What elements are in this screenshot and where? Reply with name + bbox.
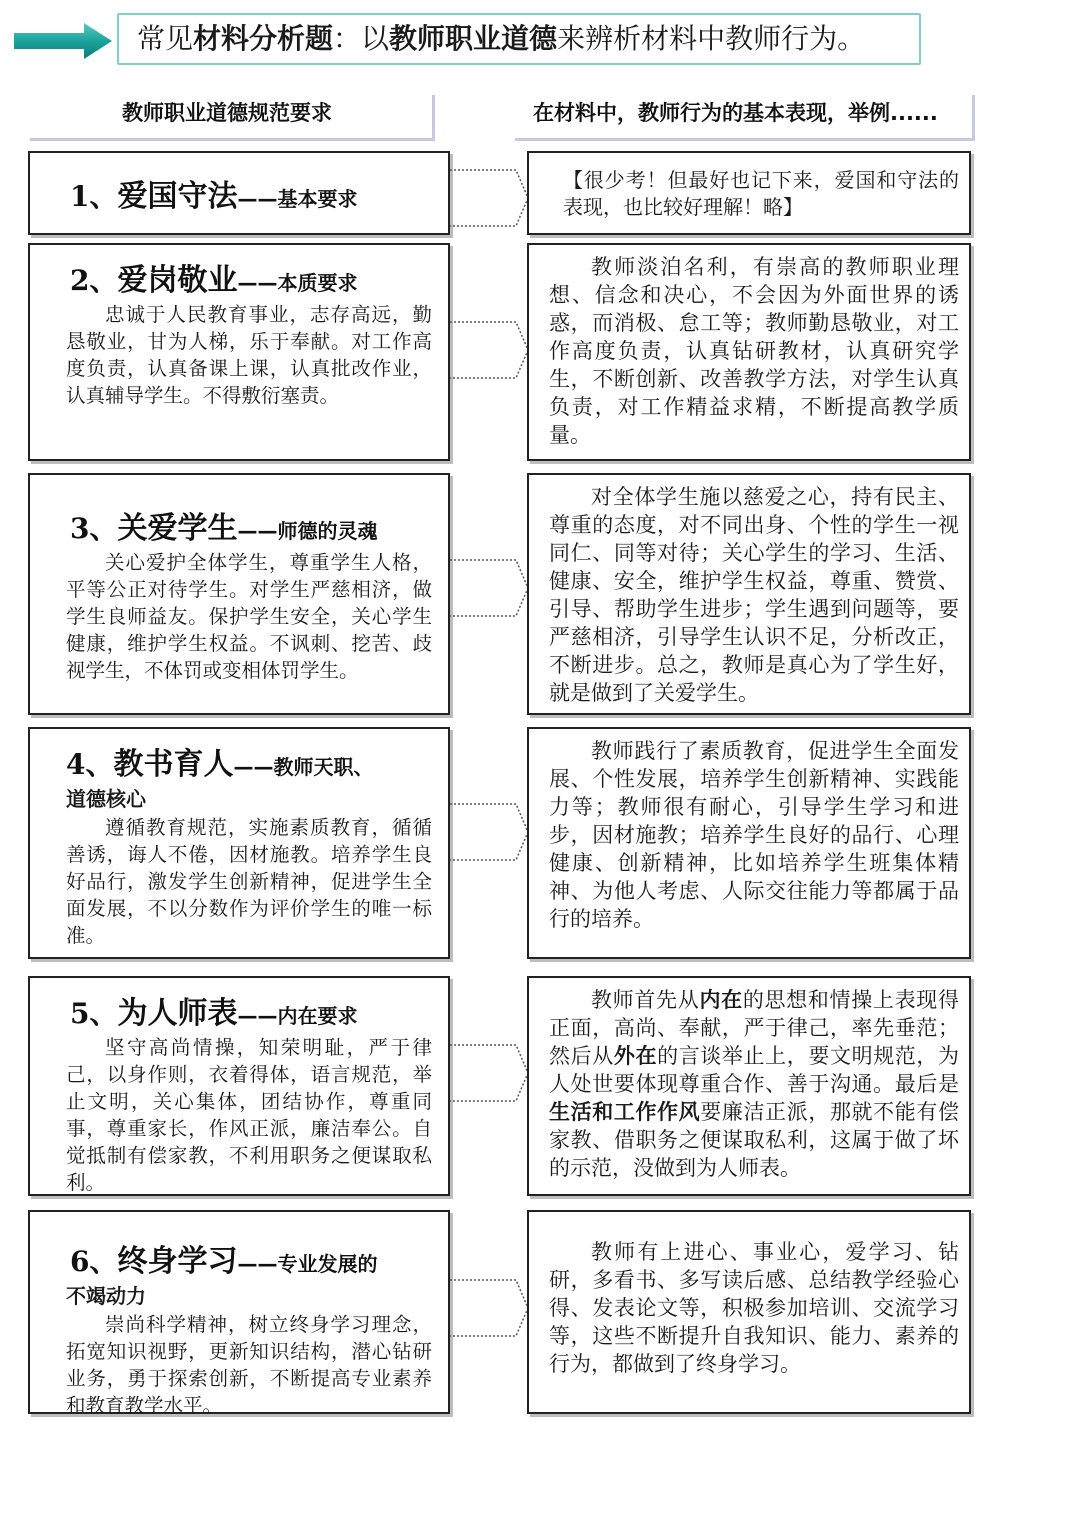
norm-heading-1 xyxy=(70,171,432,215)
norm-subtitle: 基本要求 xyxy=(277,187,358,211)
norm-name: 关爱学生 xyxy=(117,511,238,546)
example-text-6: 教师有上进心、事业心，爱学习、钻研，多看书、多写读后感、总结教学经验心得、发表论文等，积极参加培训、交流学习等，这些不断提升自我知识、能力、素养的行为，都做到了终身学习。 xyxy=(549,1240,959,1376)
norm-number: 1、 xyxy=(70,180,118,213)
norm-name: 教书育人 xyxy=(113,747,234,782)
title-part-4: 教师职业道德 xyxy=(389,22,558,55)
example-box-6 xyxy=(527,1210,971,1414)
arrow-icon xyxy=(14,21,114,61)
norm-heading-4 xyxy=(66,739,432,783)
norm-subtitle: 专业发展的 xyxy=(277,1252,378,1276)
example-5-outer: 外在 xyxy=(613,1043,658,1068)
norm-box-6 xyxy=(28,1210,450,1417)
example-box-5 xyxy=(527,976,971,1196)
left-column-header: 教师职业道德规范要求 xyxy=(30,95,435,141)
example-text-1: 【很少考！但最好也记下来，爱国和守法的表现，也比较好理解！略】 xyxy=(563,168,959,219)
norm-description-2: 忠诚于人民教育事业，志存高远，勤恳敬业，甘为人梯，乐于奉献。对工作高度负责，认真备课上课，认真批改作业，认真辅导学生。不得敷衍塞责。 xyxy=(66,303,432,407)
title-part-2: 材料分析题 xyxy=(193,22,334,55)
norm-dash: —— xyxy=(237,187,278,211)
example-box-3 xyxy=(527,473,971,715)
example-5-part-a: 教师首先从 xyxy=(591,988,700,1012)
norm-description-4: 遵循教育规范，实施素质教育，循循善诱，诲人不倦，因材施教。培养学生良好品行，激发学生创新精神，促进学生全面发展，不以分数作为评价学生的唯一标准。 xyxy=(66,816,432,947)
connector-arrow xyxy=(450,802,530,862)
norm-box-2 xyxy=(28,243,450,461)
norm-heading-2 xyxy=(70,255,432,299)
norm-subtitle: 教师天职、 xyxy=(273,755,374,779)
title-part-5: 来辨析材料中教师行为。 xyxy=(557,22,866,55)
norm-box-4 xyxy=(28,727,450,959)
example-text-2: 教师淡泊名利，有崇高的教师职业理想、信念和决心，不会因为外面世界的诱惑，而消极、怠工等；教师勤恳敬业，对工作高度负责，认真钻研教材，认真研究学生，不断创新、改善教学方法，对学生认真负责，对工作精益求精，不断提高教学质量。 xyxy=(549,255,959,447)
connector-arrow xyxy=(450,1043,530,1103)
example-text-4: 教师践行了素质教育，促进学生全面发展、个性发展，培养学生创新精神、实践能力等；教师很有耐心，引导学生学习和进步，因材施教；培养学生良好的品行、心理健康、创新精神，比如培养学生班集体精神、为他人考虑、人际交往能力等都属于品行的培养。 xyxy=(549,739,959,931)
example-text-5 xyxy=(549,986,959,1182)
norm-dash: —— xyxy=(237,271,278,295)
title-part-3: ：以 xyxy=(333,22,390,55)
norm-name: 爱国守法 xyxy=(117,179,238,214)
norm-subtitle-continued: 不竭动力 xyxy=(66,1284,146,1308)
norm-dash: —— xyxy=(237,519,278,543)
connector-arrow xyxy=(450,558,530,618)
norm-number: 2、 xyxy=(70,264,118,297)
connector-arrow xyxy=(450,168,530,228)
norm-description-5: 坚守高尚情操，知荣明耻，严于律己，以身作则，衣着得体，语言规范，举止文明，关心集体，团结协作，尊重同事，尊重家长，作风正派，廉洁奉公。自觉抵制有偿家教，不利用职务之便谋取私利。 xyxy=(66,1036,432,1194)
example-box-1 xyxy=(527,151,971,235)
norm-subtitle: 师德的灵魂 xyxy=(277,519,378,543)
norm-number: 6、 xyxy=(70,1245,118,1278)
norm-heading-3 xyxy=(70,503,432,547)
norm-subtitle-continued: 道德核心 xyxy=(66,787,146,811)
norm-heading-5 xyxy=(70,988,432,1032)
example-box-2 xyxy=(527,243,971,461)
example-5-part-e: 的言谈举止上，要文明规范，为人处世要体现尊重合作、善于沟通。最后是 xyxy=(549,1044,960,1096)
norm-subtitle: 内在要求 xyxy=(277,1004,358,1028)
norm-name: 终身学习 xyxy=(117,1244,238,1279)
norm-box-3 xyxy=(28,473,450,715)
norm-dash: —— xyxy=(237,1004,278,1028)
example-text-3: 对全体学生施以慈爱之心，持有民主、尊重的态度，对不同出身、个性的学生一视同仁、同等对待；关心学生的学习、生活、健康、安全，维护学生权益，尊重、赞赏、引导、帮助学生进步；学生遇到问题等，要严慈相济，引导学生认识不足，分析改正，不断进步。总之，教师是真心为了学生好，就是做到了关爱学生。 xyxy=(549,485,959,705)
page-title xyxy=(117,13,921,65)
norm-name: 为人师表 xyxy=(117,996,238,1031)
example-5-inner: 内在 xyxy=(699,987,743,1012)
norm-description-6: 崇尚科学精神，树立终身学习理念，拓宽知识视野，更新知识结构，潜心钻研业务，勇于探索创新，不断提高专业素养和教育教学水平。 xyxy=(66,1313,432,1417)
example-5-part-g: 要廉洁正派，那就不能有偿家教、借职务之便谋取私利，这属于做了坏的示范，没做到为人师表。 xyxy=(549,1100,960,1180)
norm-box-5 xyxy=(28,976,450,1196)
norm-subtitle: 本质要求 xyxy=(277,271,358,295)
norm-number: 4、 xyxy=(66,748,114,781)
norm-dash: —— xyxy=(233,755,274,779)
example-box-4 xyxy=(527,727,971,959)
norm-name: 爱岗敬业 xyxy=(117,263,238,298)
example-5-part-c: 的思想和情操上表现得正面，高尚、奉献，严于律己，率先垂范；然后从 xyxy=(549,988,959,1068)
connector-arrow xyxy=(450,320,530,380)
title-part-1: 常见 xyxy=(137,22,194,55)
connector-arrow xyxy=(450,1278,530,1338)
norm-description-3: 关心爱护全体学生，尊重学生人格，平等公正对待学生。对学生严慈相济，做学生良师益友。保护学生安全，关心学生健康，维护学生权益。不讽刺、挖苦、歧视学生，不体罚或变相体罚学生。 xyxy=(66,551,432,682)
norm-number: 5、 xyxy=(70,997,118,1030)
example-5-style: 生活和工作作风 xyxy=(549,1099,701,1124)
norm-dash: —— xyxy=(237,1252,278,1276)
norm-number: 3、 xyxy=(70,512,118,545)
right-column-header: 在材料中，教师行为的基本表现，举例...... xyxy=(515,95,975,141)
norm-heading-6 xyxy=(70,1236,432,1280)
norm-box-1 xyxy=(28,151,450,235)
